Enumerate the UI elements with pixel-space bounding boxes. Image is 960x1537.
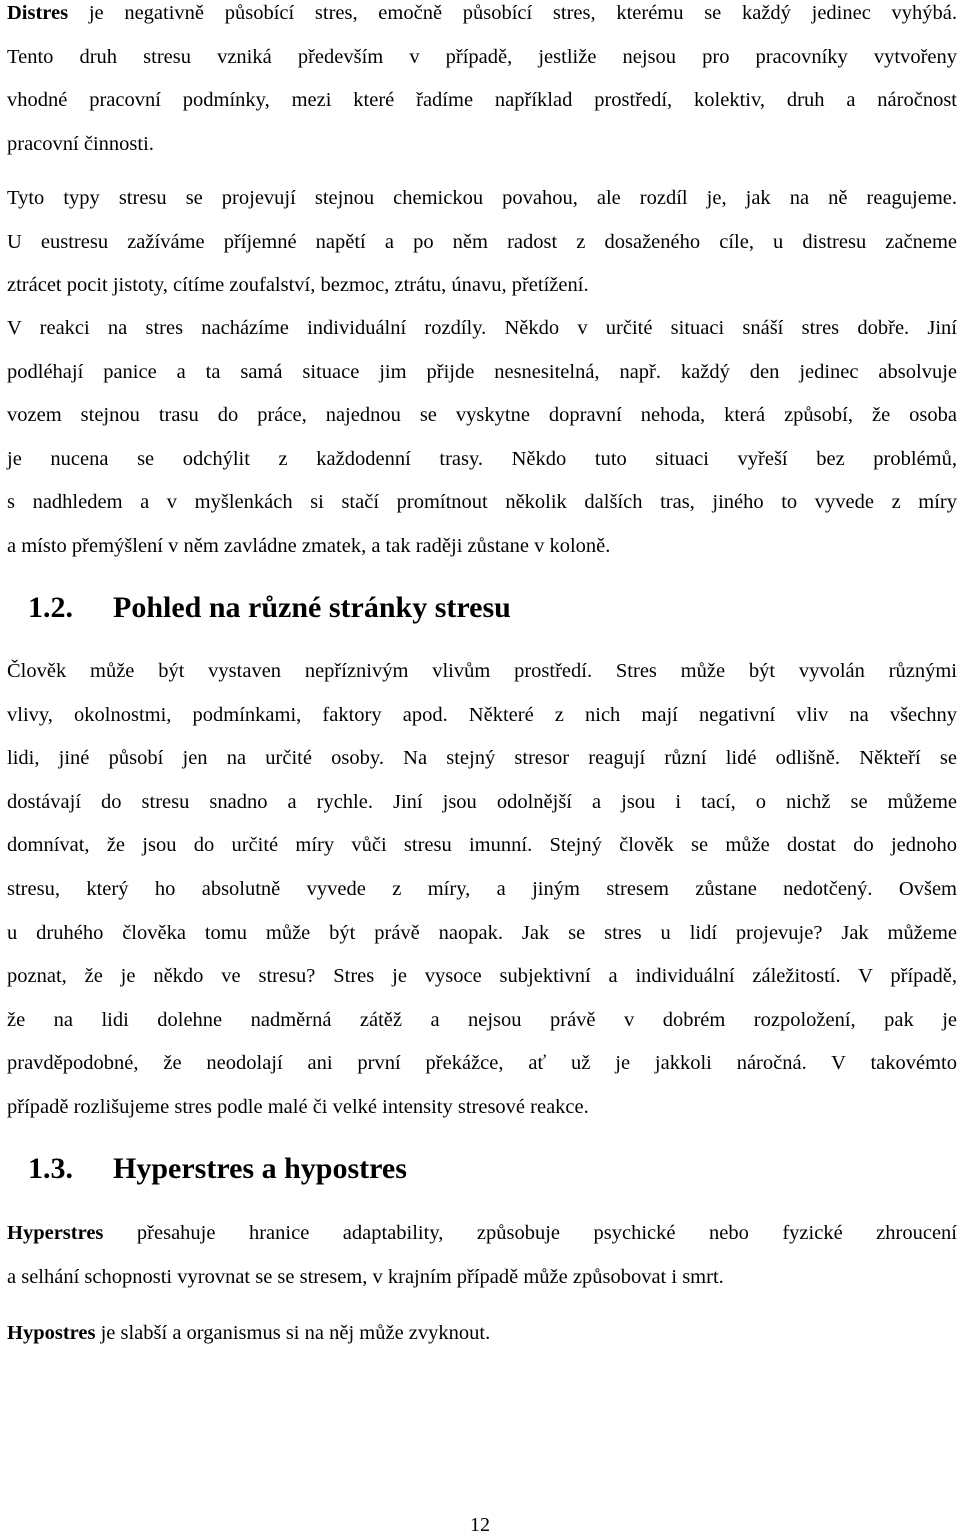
paragraph-reakce [7, 307, 957, 569]
text-line: případě rozlišujeme stres podle malé či velké intensity stresové reakce. [7, 1095, 589, 1118]
text-line: s nadhledem a v myšlenkách si stačí promítnout několik dalších tras, jiného to vyvede z míry [7, 491, 957, 514]
text-line: že na lidi dolehne nadměrná zátěž a nejsou právě v dobrém rozpoložení, pak je [7, 1008, 957, 1031]
section-title: Pohled na různé stránky stresu [113, 591, 511, 624]
text-line: poznat, že je někdo ve stresu? Stres je vysoce subjektivní a individuální záležitostí. V případě, [7, 965, 957, 988]
text-line: Hyperstres přesahuje hranice adaptability, způsobuje psychické nebo fyzické zhroucení [7, 1222, 957, 1244]
text-line: Tyto typy stresu se projevují stejnou chemickou povahou, ale rozdíl je, jak na ně reagujeme. [7, 187, 957, 209]
text-line: je nucena se odchýlit z každodenní trasy. Někdo tuto situaci vyřeší bez problémů, [7, 447, 957, 470]
text-line: domnívat, že jsou do určité míry vůči stresu imunní. Stejný člověk se může dostat do jednoho [7, 834, 957, 857]
paragraph-pohled [7, 650, 957, 1130]
text-line: a selhání schopnosti vyrovnat se se stresem, v krajním případě může způsobovat i smrt. [7, 1265, 724, 1288]
text-line: Člověk může být vystaven nepříznivým vlivům prostředí. Stres může být vyvolán různými [7, 660, 957, 682]
text-line: lidi, jiné působí jen na určité osoby. Na stejný stresor reagují různí lidé odlišně. Někteří se [7, 747, 957, 770]
term-hyperstres: Hyperstres [7, 1222, 104, 1244]
text-line: vozem stejnou trasu do práce, najednou se vyskytne dopravní nehoda, která způsobí, že osoba [7, 404, 957, 427]
text-line: a místo přemýšlení v něm zavládne zmatek, a tak raději zůstane v koloně. [7, 534, 611, 557]
paragraph-distres [7, 0, 957, 166]
text-line: V reakci na stres nacházíme individuální rozdíly. Někdo v určité situaci snáší stres dobře. Jiní [7, 317, 957, 339]
text-line: u druhého člověka tomu může být právě naopak. Jak se stres u lidí projevuje? Jak můžeme [7, 921, 957, 944]
page-number: 12 [470, 1514, 490, 1536]
section-heading [7, 590, 511, 626]
text-line: vlivy, okolnostmi, podmínkami, faktory apod. Některé z nich mají negativní vliv na všechny [7, 703, 957, 726]
text-line: Distres je negativně působící stres, emočně působící stres, kterému se každý jedinec vyhýbá. [7, 2, 957, 24]
paragraph-hyperstres [7, 1212, 957, 1299]
text-line: podléhají panice a ta samá situace jim přijde nesnesitelná, např. každý den jedinec absolvuje [7, 360, 957, 383]
section-heading [7, 1151, 407, 1187]
paragraph-typy [7, 177, 957, 308]
text-line: vhodné pracovní podmínky, mezi které řadíme například prostředí, kolektiv, druh a náročnost [7, 89, 957, 112]
text-line: pravděpodobné, že neodolají ani první překážce, ať už je jakkoli náročná. V takovémto [7, 1052, 957, 1075]
term-distres: Distres [7, 2, 69, 24]
term-hypostres: Hypostres [7, 1322, 96, 1344]
text-line: stresu, který ho absolutně vyvede z míry, a jiným stresem zůstane nedotčený. Ovšem [7, 877, 957, 900]
text-line: U eustresu zažíváme příjemné napětí a po něm radost z dosaženého cíle, u distresu začneme [7, 230, 957, 253]
text-line: dostávají do stresu snadno a rychle. Jiní jsou odolnější a jsou i tací, o nichž se můžeme [7, 790, 957, 813]
text-line: ztrácet pocit jistoty, cítíme zoufalství, bezmoc, ztrátu, únavu, přetížení. [7, 274, 589, 297]
text-line: Tento druh stresu vzniká především v případě, jestliže nejsou pro pracovníky vytvořeny [7, 45, 957, 68]
paragraph-hypostres [7, 1312, 957, 1356]
section-title: Hyperstres a hypostres [113, 1152, 407, 1185]
section-number: 1.2. [28, 591, 73, 624]
section-number: 1.3. [28, 1152, 73, 1185]
text-line: Hypostres je slabší a organismus si na něj může zvyknout. [7, 1322, 491, 1344]
text-line: pracovní činnosti. [7, 132, 154, 155]
